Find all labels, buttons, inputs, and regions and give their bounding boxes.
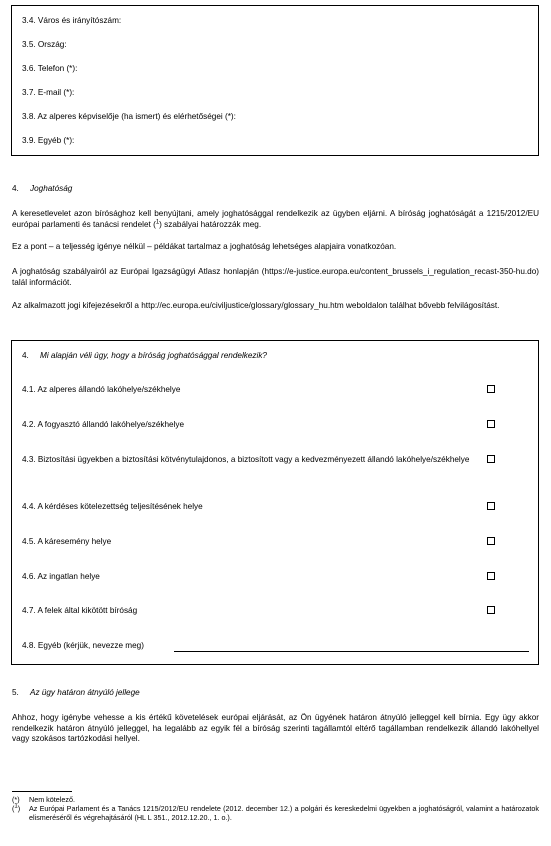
option-agreed-court-checkbox[interactable]: [487, 606, 495, 614]
option-performance-place-label: 4.4. A kérdéses kötelezettség teljesítésének helye: [22, 502, 203, 511]
option-consumer-domicile-label: 4.2. A fogyasztó állandó lakóhelye/székhelye: [22, 420, 185, 429]
option-property-location-label: 4.6. Az ingatlan helye: [22, 572, 100, 581]
contact-details-box: [11, 5, 539, 156]
option-other-input-line[interactable]: [174, 651, 529, 652]
question-number: 4.: [22, 351, 29, 360]
option-defendant-domicile-label: 4.1. Az alperes állandó lakóhelye/székhelye: [22, 385, 181, 394]
section-4-heading: [12, 184, 72, 193]
option-property-location-checkbox[interactable]: [487, 572, 495, 580]
jurisdiction-paragraph-2: Ez a pont – a teljesség igénye nélkül – példákat tartalmaz a joghatóság lehetséges alapjaira vonatkozóan.: [12, 242, 397, 251]
option-other-label: 4.8. Egyéb (kérjük, nevezze meg): [22, 641, 144, 650]
option-agreed-court-label: 4.7. A felek által kikötött bíróság: [22, 606, 138, 615]
cross-border-paragraph: Ahhoz, hogy igénybe vehesse a kis értékű követelések európai eljárását, az Ön ügyének határon átnyúló jelleggel kell bírnia. Egy ügy akkor rendelkezik határon átnyúló jelleggel, ha legalább az egyik fél a bíróság szerinti tagállamtól eltérő tagállamban rendelkezik állandó lakóhellyel vagy szokásos tartózkodási hellyel.: [12, 713, 539, 743]
footnote-mark: ($^1$): [12, 803, 21, 813]
section-title: Joghatóság: [30, 184, 73, 193]
footnote-ref: 1: [155, 218, 160, 225]
question-heading: [22, 351, 267, 360]
footnote-optional: [12, 795, 539, 804]
field-defendant-representative: 3.8. Az alperes képviselője (ha ismert) és elérhetőségei (*):: [22, 112, 236, 121]
section-number: 5.: [12, 688, 19, 697]
section-number: 4.: [12, 184, 19, 193]
option-defendant-domicile-checkbox[interactable]: [487, 385, 495, 393]
jurisdiction-paragraph-1: [12, 209, 539, 230]
paragraph-text: A keresetlevelet azon bírósághoz kell benyújtani, amely joghatósággal rendelkezik az ügyben eljárni. A bíróság joghatóságát a 1215/2012/EU európai parlamenti és tanácsi rendelet (: [12, 209, 539, 229]
footnote-separator: [12, 791, 72, 792]
paragraph-text: ) szabályai határozzák meg.: [159, 219, 262, 229]
footnote-regulation: [12, 804, 539, 822]
field-country: 3.5. Ország:: [22, 40, 67, 49]
field-other: 3.9. Egyéb (*):: [22, 136, 75, 145]
option-performance-place-checkbox[interactable]: [487, 502, 495, 510]
jurisdiction-question-box: [11, 340, 539, 665]
option-harmful-event-label: 4.5. A káresemény helye: [22, 537, 112, 546]
footnote-mark: (*): [12, 795, 20, 804]
footnote-text: Nem kötelező.: [29, 795, 75, 804]
section-5-heading: [12, 688, 140, 697]
option-harmful-event-checkbox[interactable]: [487, 537, 495, 545]
option-consumer-domicile-checkbox[interactable]: [487, 420, 495, 428]
field-phone: 3.6. Telefon (*):: [22, 64, 78, 73]
field-city-postcode: 3.4. Város és irányítószám:: [22, 16, 122, 25]
jurisdiction-paragraph-4: Az alkalmazott jogi kifejezésekről a http://ec.europa.eu/civiljustice/glossary/glossary_hu.htm weboldalon találhat bővebb felvilágosítást.: [12, 301, 500, 310]
footnote-text: Az Európai Parlament és a Tanács 1215/2012/EU rendelete (2012. december 12.) a polgári és kereskedelmi ügyekben a joghatóságról, valamint a határozatok elismeréséről és végrehajtásáról (HL L 351., 2012.12.20., 1. o.).: [29, 804, 539, 822]
jurisdiction-paragraph-3: A joghatóság szabályairól az Európai Igazságügyi Atlasz honlapján (https://e-justice.europa.eu/content_brussels_i_regulation_recast-350-hu.do) talál információt.: [12, 267, 539, 287]
option-insurance-checkbox[interactable]: [487, 455, 495, 463]
section-title: Az ügy határon átnyúló jellege: [30, 688, 140, 697]
option-insurance-label: 4.3. Biztosítási ügyekben a biztosítási kötvénytulajdonos, a biztosított vagy a kedvezményezett állandó lakóhelye/székhelye: [22, 455, 470, 464]
question-text: Mi alapján véli úgy, hogy a bíróság joghatósággal rendelkezik?: [40, 351, 267, 360]
field-email: 3.7. E-mail (*):: [22, 88, 75, 97]
